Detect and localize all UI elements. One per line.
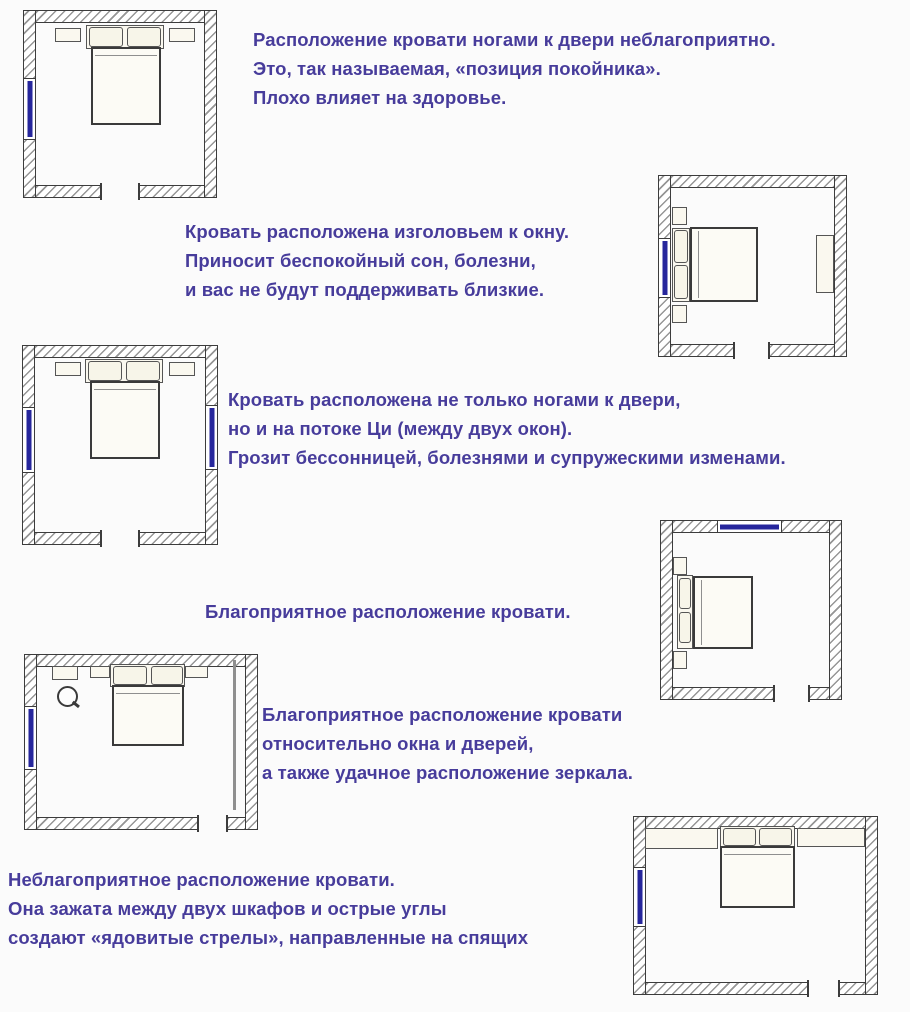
nightstand <box>90 666 110 678</box>
caption-feet-to-door <box>253 25 776 112</box>
pillow <box>674 265 688 299</box>
bed <box>690 227 758 302</box>
caption-line: Неблагоприятное расположение кровати. <box>8 869 395 890</box>
pillow <box>723 828 756 846</box>
wall-right <box>829 520 842 700</box>
pillow <box>126 361 160 381</box>
caption-line: Грозит бессонницей, болезнями и супружескими изменами. <box>228 447 786 468</box>
wardrobe <box>645 828 718 849</box>
open-door-leaf <box>233 660 236 810</box>
caption-line: Кровать расположена изголовьем к окну. <box>185 221 570 242</box>
window <box>23 78 36 140</box>
wall-right <box>245 654 258 830</box>
mirror <box>57 686 78 707</box>
room-plan-favorable <box>660 520 842 700</box>
door-opening <box>100 183 140 200</box>
window <box>24 706 37 770</box>
caption-qi-flow <box>228 385 786 472</box>
pillow <box>679 612 691 643</box>
bed <box>112 685 184 746</box>
nightstand <box>169 28 195 42</box>
wall-right <box>834 175 847 357</box>
window <box>22 407 35 473</box>
nightstand <box>673 557 687 575</box>
wall-left <box>660 520 673 700</box>
caption-line: Она зажата между двух шкафов и острые углы <box>8 898 447 919</box>
caption-line: Приносит беспокойный сон, болезни, <box>185 250 536 271</box>
bed <box>693 576 753 649</box>
wall-bottom <box>660 687 842 700</box>
room-plan-bed-between-wardrobes <box>633 816 878 995</box>
wall-bottom <box>633 982 878 995</box>
room-plan-feet-to-door <box>23 10 217 198</box>
door-opening <box>197 815 228 832</box>
door-opening <box>100 530 140 547</box>
door-opening <box>733 342 770 359</box>
caption-line: Это, так называемая, «позиция покойника». <box>253 58 661 79</box>
caption-line: Благоприятное расположение кровати. <box>205 601 571 622</box>
wall-top <box>23 10 217 23</box>
caption-line: Плохо влияет на здоровье. <box>253 87 507 108</box>
nightstand <box>673 651 687 669</box>
caption-head-to-window <box>185 217 569 304</box>
nightstand <box>52 666 78 680</box>
wardrobe <box>797 828 865 847</box>
dresser <box>816 235 834 293</box>
window <box>717 520 782 533</box>
room-plan-between-two-windows <box>22 345 218 545</box>
window <box>658 238 671 298</box>
caption-line: но и на потоке Ци (между двух окон). <box>228 418 573 439</box>
caption-favorable <box>205 597 571 626</box>
nightstand <box>672 305 687 323</box>
nightstand <box>185 666 208 678</box>
caption-favorable-mirror <box>262 700 633 787</box>
nightstand <box>55 28 81 42</box>
caption-between-wardrobes <box>8 865 528 952</box>
nightstand <box>672 207 687 225</box>
caption-line: Расположение кровати ногами к двери неблагоприятно. <box>253 29 776 50</box>
pillow <box>151 666 183 685</box>
pillow <box>674 230 688 263</box>
nightstand <box>55 362 81 376</box>
pillow <box>679 578 691 609</box>
pillow <box>127 27 161 47</box>
pillow <box>89 27 123 47</box>
door-opening <box>773 685 810 702</box>
wall-right <box>204 10 217 198</box>
caption-line: относительно окна и дверей, <box>262 733 534 754</box>
pillow <box>113 666 147 685</box>
window <box>633 867 646 927</box>
wall-right <box>865 816 878 995</box>
bed <box>91 47 161 125</box>
caption-line: создают «ядовитые стрелы», направленные на спящих <box>8 927 529 948</box>
caption-line: Благоприятное расположение кровати <box>262 704 623 725</box>
caption-line: Кровать расположена не только ногами к двери, <box>228 389 681 410</box>
caption-line: а также удачное расположение зеркала. <box>262 762 633 783</box>
bed <box>720 846 795 908</box>
pillow <box>759 828 792 846</box>
window <box>205 405 218 470</box>
bed <box>90 381 160 459</box>
wall-top <box>658 175 847 188</box>
room-plan-favorable-with-mirror <box>24 654 258 830</box>
door-opening <box>807 980 840 997</box>
pillow <box>88 361 122 381</box>
caption-line: и вас не будут поддерживать близкие. <box>185 279 545 300</box>
wall-top <box>22 345 218 358</box>
room-plan-head-to-window <box>658 175 847 357</box>
nightstand <box>169 362 195 376</box>
